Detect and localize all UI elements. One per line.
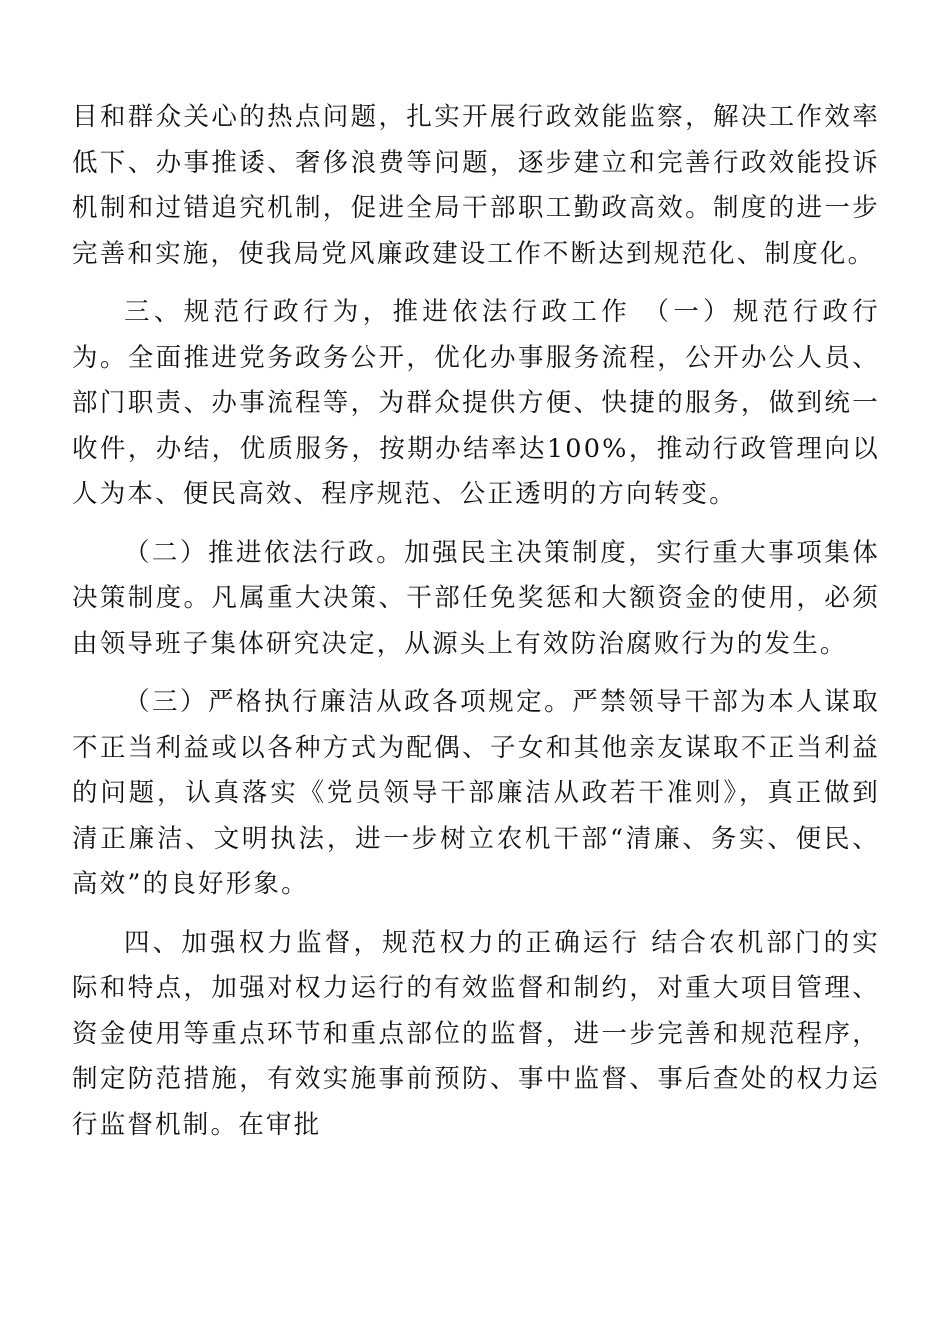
paragraph-4: （三）严格执行廉洁从政各项规定。严禁领导干部为本人谋取不正当利益或以各种方式为配偶、子女和其他亲友谋取不正当利益的问题，认真落实《党员领导干部廉洁从政若干准则》，真正做到清正廉洁、文明执法，进一步树立农机干部“清廉、务实、便民、高效”的良好形象。	[72, 687, 880, 899]
paragraph-5: 四、加强权力监督，规范权力的正确运行 结合农机部门的实际和特点，加强对权力运行的有效监督和制约，对重大项目管理、资金使用等重点环节和重点部位的监督，进一步完善和规范程序，制定防范措施，有效实施事前预防、事中监督、事后查处的权力运行监督机制。在审批	[72, 927, 880, 1140]
paragraph-2: 三、规范行政行为，推进依法行政工作 （一）规范行政行为。全面推进党务政务公开，优化办事服务流程，公开办公人员、部门职责、办事流程等，为群众提供方便、快捷的服务，做到统一收件，办结，优质服务，按期办结率达100%，推动行政管理向以人为本、便民高效、程序规范、公正透明的方向转变。	[72, 297, 880, 509]
document-body	[72, 95, 880, 1161]
paragraph-3: （二）推进依法行政。加强民主决策制度，实行重大事项集体决策制度。凡属重大决策、干部任免奖惩和大额资金的使用，必须由领导班子集体研究决定，从源头上有效防治腐败行为的发生。	[72, 537, 880, 659]
paragraph-1: 目和群众关心的热点问题，扎实开展行政效能监察，解决工作效率低下、办事推诿、奢侈浪费等问题，逐步建立和完善行政效能投诉机制和过错追究机制，促进全局干部职工勤政高效。制度的进一步完善和实施，使我局党风廉政建设工作不断达到规范化、制度化。	[72, 102, 880, 269]
